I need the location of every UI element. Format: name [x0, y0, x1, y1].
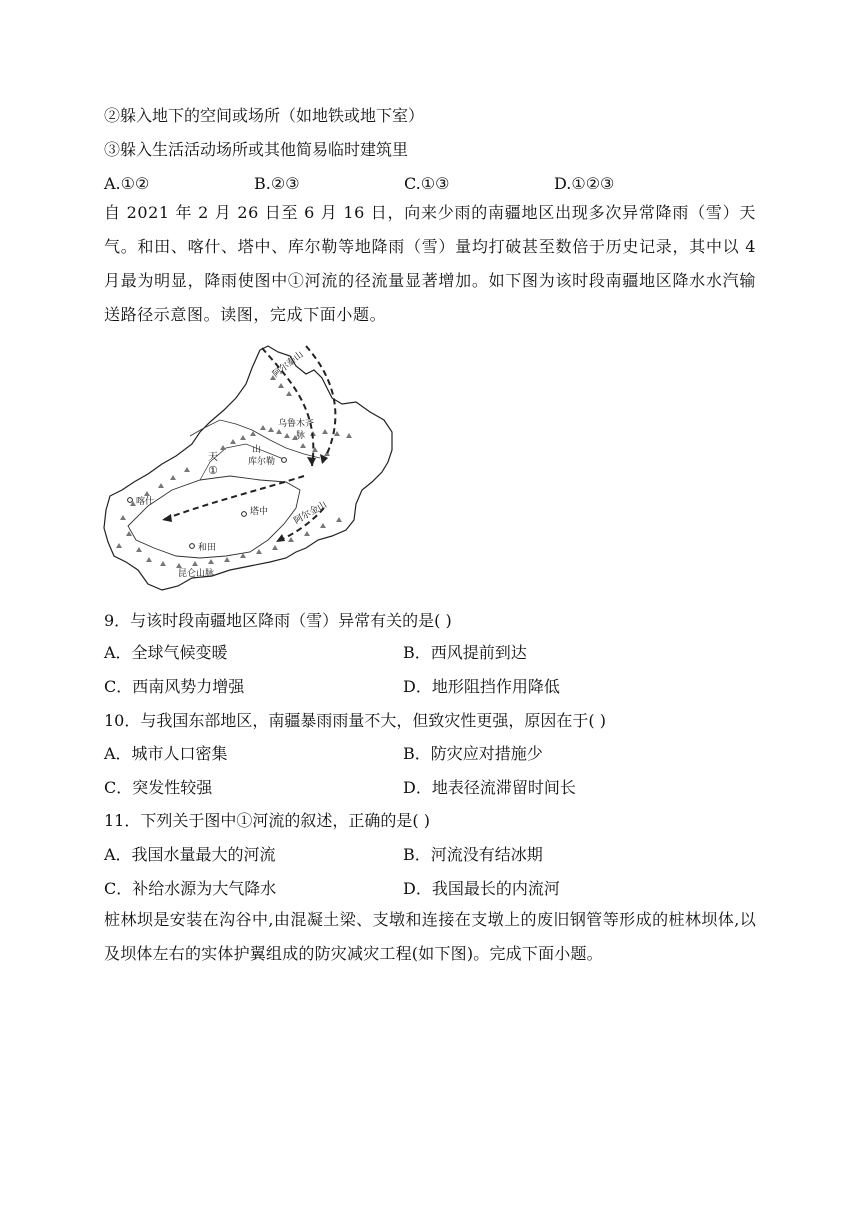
q9-option-c[interactable]: C．西南风势力增强	[104, 677, 245, 696]
q8-option-c[interactable]: C.①③	[404, 174, 450, 193]
label-shan: 山	[252, 445, 262, 455]
q8-option-d[interactable]: D.①②③	[554, 174, 615, 193]
region-outline	[104, 346, 392, 590]
q11-option-b[interactable]: B．河流没有结冰期	[403, 845, 543, 864]
option-line-3: ③躲入生活活动场所或其他简易临时建筑里	[104, 140, 409, 159]
question-10-stem: 10．与我国东部地区，南疆暴雨雨量不大，但致灾性更强，原因在于( )	[104, 711, 606, 730]
label-kashgar: 喀什	[136, 497, 155, 507]
city-hotan-marker	[190, 544, 195, 549]
moisture-path-3	[162, 476, 304, 520]
question-11-stem: 11．下列关于图中①河流的叙述，正确的是( )	[104, 811, 430, 830]
xinjiang-moisture-map	[100, 340, 410, 598]
option-line-2: ②躲入地下的空间或场所（如地铁或地下室）	[104, 106, 425, 125]
q11-option-c[interactable]: C．补给水源为大气降水	[104, 879, 277, 898]
label-altun: 阿尔金山	[292, 499, 329, 527]
question-9-stem: 9．与该时段南疆地区降雨（雪）异常有关的是( )	[104, 611, 452, 630]
q10-option-b[interactable]: B．防灾应对措施少	[403, 744, 543, 763]
closing-paragraph: 桩林坝是安装在沟谷中,由混凝土梁、支墩和连接在支墩上的废旧钢管等形成的桩林坝体,以及坝体左右的实体护翼组成的防灾减灾工程(如下图)。完成下面小题。	[104, 910, 756, 963]
city-kashgar-marker	[128, 498, 133, 503]
q11-option-d[interactable]: D．我国最长的内流河	[403, 879, 560, 898]
label-korla: 库尔勒	[248, 457, 276, 467]
label-altai: 阿尔泰山	[271, 349, 306, 380]
moisture-path-2	[306, 346, 335, 464]
q9-option-d[interactable]: D．地形阻挡作用降低	[403, 677, 560, 696]
q10-option-c[interactable]: C．突发性较强	[104, 778, 213, 797]
city-korla-marker	[282, 458, 287, 463]
label-tian: 天	[208, 452, 218, 463]
intro-paragraph: 自 2021 年 2 月 26 日至 6 月 16 日，向来少雨的南疆地区出现多次异常降雨（雪）天气。和田、喀什、塔中、库尔勒等地降雨（雪）量均打破甚至数倍于历史记录，其中以 4 月最为明显，降雨使图中①河流的径流量显著增加。如下图为该时段南疆地区降水水汽输送路径示意图。读图，完成下面小题。	[104, 203, 756, 324]
city-tazhong-marker	[242, 512, 247, 517]
label-tazhong: 塔中	[250, 507, 269, 517]
label-kunlun: 昆仑山脉	[178, 569, 215, 579]
q9-option-a[interactable]: A．全球气候变暖	[104, 643, 228, 662]
q10-option-d[interactable]: D．地表径流滞留时间长	[403, 778, 576, 797]
label-mai: 脉	[296, 431, 306, 441]
q8-option-b[interactable]: B.②③	[254, 174, 300, 193]
label-river: ①	[208, 464, 218, 477]
q8-option-a[interactable]: A.①②	[104, 174, 150, 193]
q10-option-a[interactable]: A．城市人口密集	[104, 744, 228, 763]
label-urumqi: 乌鲁木齐	[278, 419, 315, 429]
q11-option-a[interactable]: A．我国水量最大的河流	[104, 845, 276, 864]
q9-option-b[interactable]: B．西风提前到达	[403, 643, 527, 662]
label-hotan: 和田	[198, 543, 217, 553]
